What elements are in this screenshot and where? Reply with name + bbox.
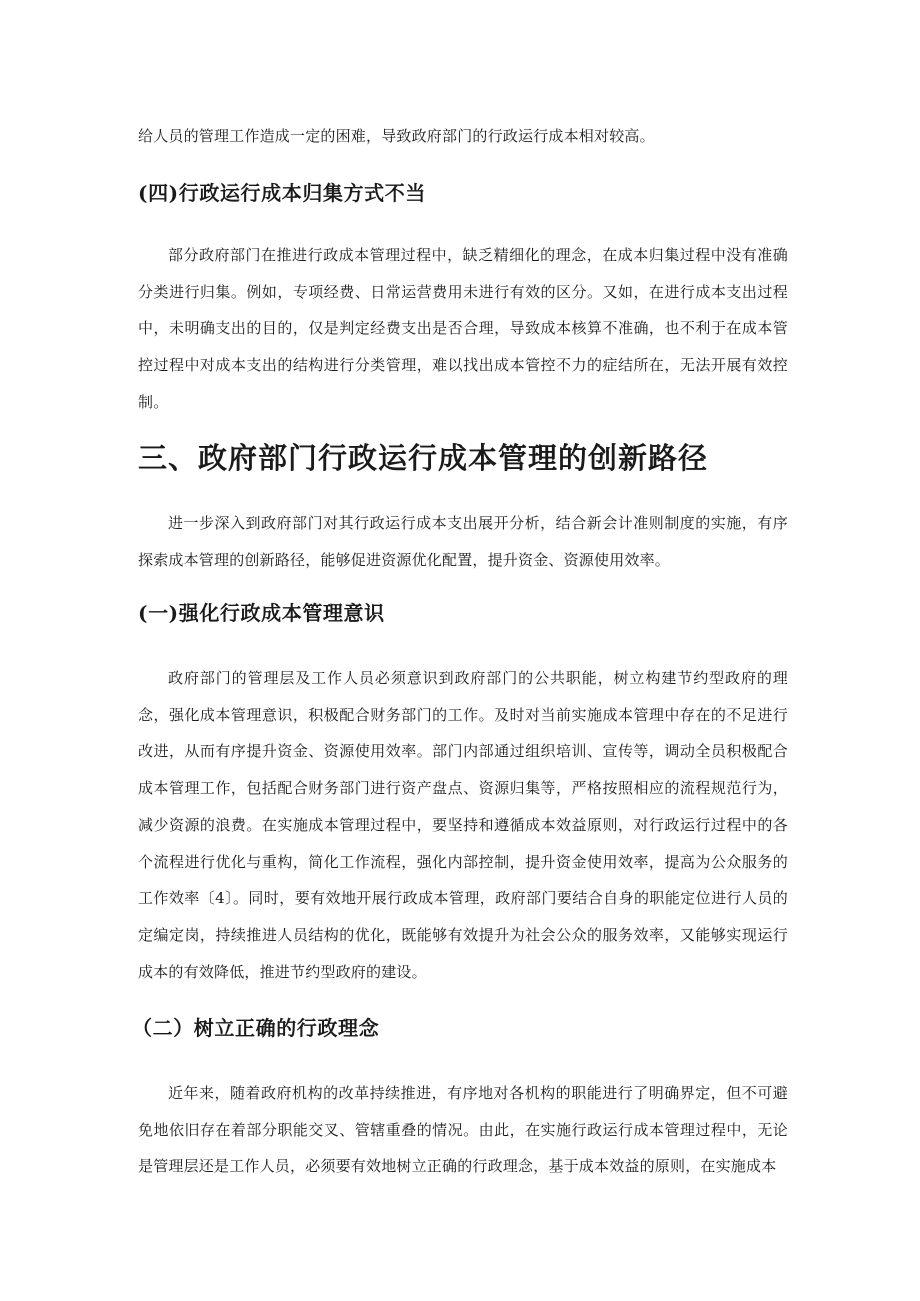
section-heading-3: 三、政府部门行政运行成本管理的创新路径 [138,441,709,475]
paragraph-sub1: 政府部门的管理层及工作人员必须意识到政府部门的公共职能，树立构建节约型政府的理念，强化成本管理意识，积极配合财务部门的工作。及时对当前实施成本管理中存在的不足进行改进，从而有序提升资金、资源使用效率。部门内部通过组织培训、宣传等，调动全员积极配合成本管理工作，包括配合财务部门进行资产盘点、资源归集等，严格按照相应的流程规范行为，减少资源的浪费。在实施成本管理过程中，要坚持和遵循成本效益原则，对行政运行过程中的各个流程进行优化与重构，简化工作流程，强化内部控制，提升资金使用效率，提高为公众服务的工作效率〔4〕。同时，要有效地开展行政成本管理，政府部门要结合自身的职能定位进行人员的定编定岗，持续推进人员结构的优化，既能够有效提升为社会公众的服务效率，又能够实现运行成本的有效降低，推进节约型政府的建设。 [138,669,788,981]
subheading-4: (四)行政运行成本归集方式不当 [138,181,426,205]
subheading-2: （二）树立正确的行政理念 [132,1016,380,1040]
paragraph-sub4: 部分政府部门在推进行政成本管理过程中，缺乏精细化的理念，在成本归集过程中没有准确分类进行归集。例如，专项经费、日常运营费用未进行有效的区分。又如，在进行成本支出过程中，未明确支出的目的，仅是判定经费支出是否合理，导致成本核算不准确，也不利于在成本管控过程中对成本支出的结构进行分类管理，难以找出成本管控不力的症结所在，无法开展有效控制。 [138,246,788,411]
paragraph-sub2: 近年来，随着政府机构的改革持续推进，有序地对各机构的职能进行了明确界定，但不可避免地依旧存在着部分职能交叉、管辖重叠的情况。由此，在实施行政运行成本管理过程中，无论是管理层还是工作人员，必须要有效地树立正确的行政理念，基于成本效益的原则，在实施成本 [138,1084,788,1176]
subheading-1: (一)强化行政成本管理意识 [138,601,385,625]
continued-paragraph: 给人员的管理工作造成一定的困难，导致政府部门的行政运行成本相对较高。 [138,127,655,145]
paragraph-section3: 进一步深入到政府部门对其行政运行成本支出展开分析，结合新会计准则制度的实施，有序探索成本管理的创新路径，能够促进资源优化配置，提升资金、资源使用效率。 [138,514,788,569]
